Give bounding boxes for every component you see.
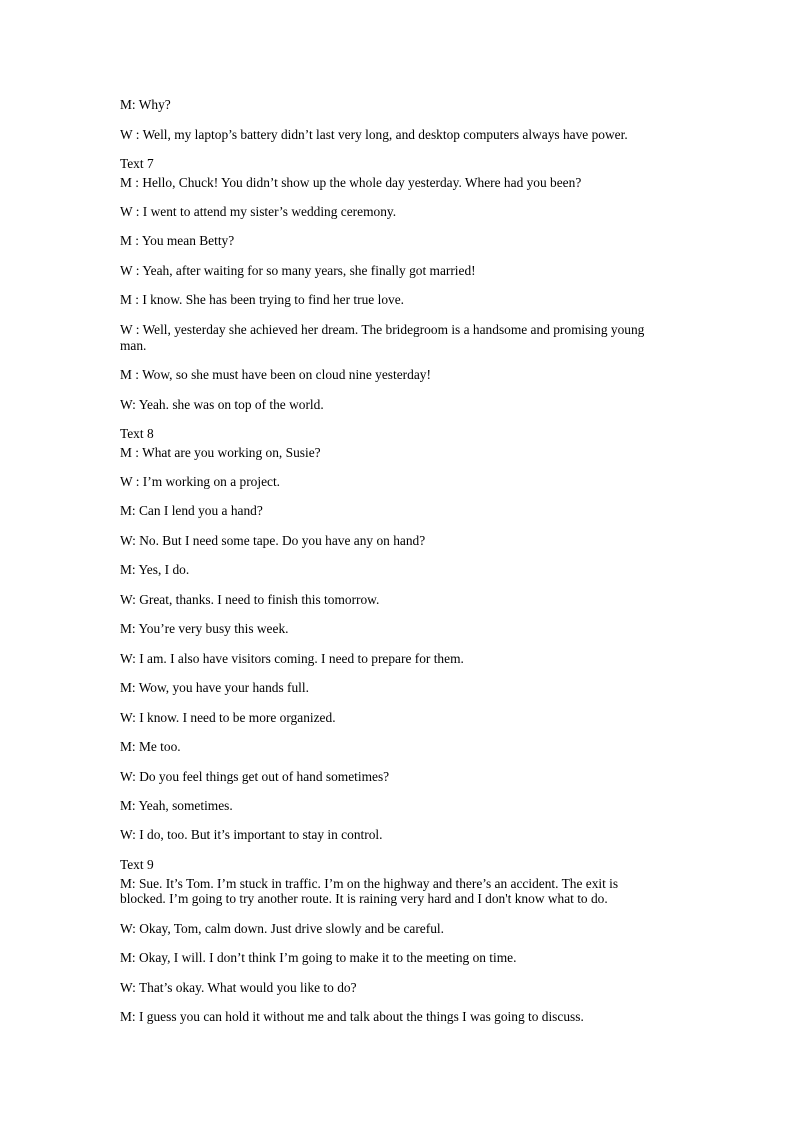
section-heading-text-9: Text 9 — [120, 857, 154, 872]
dialogue-line: W : I’m working on a project. — [120, 474, 281, 489]
dialogue-line: W : Well, my laptop’s battery didn’t last very long, and desktop computers always have power. — [120, 127, 628, 142]
dialogue-line-continued: blocked. I’m going to try another route. It is raining very hard and I don't know what to do. — [120, 891, 608, 906]
dialogue-line-continued: man. — [120, 338, 147, 353]
dialogue-line: M: You’re very busy this week. — [120, 621, 289, 636]
dialogue-line: M: Okay, I will. I don’t think I’m going to make it to the meeting on time. — [120, 950, 517, 965]
dialogue-line: M: Sue. It’s Tom. I’m stuck in traffic. I’m on the highway and there’s an accident. The exit is — [120, 876, 619, 891]
dialogue-line: W: Okay, Tom, calm down. Just drive slowly and be careful. — [120, 921, 444, 936]
dialogue-line: M: Can I lend you a hand? — [120, 503, 263, 518]
dialogue-line: W: I know. I need to be more organized. — [120, 710, 336, 725]
dialogue-line: M: Yeah, sometimes. — [120, 798, 233, 813]
dialogue-line: W: That’s okay. What would you like to do? — [120, 980, 357, 995]
dialogue-line: M : You mean Betty? — [120, 233, 235, 248]
dialogue-line: W: No. But I need some tape. Do you have any on hand? — [120, 533, 426, 548]
dialogue-line: M: Why? — [120, 97, 171, 112]
dialogue-line: M : What are you working on, Susie? — [120, 445, 321, 460]
dialogue-line: M: I guess you can hold it without me and talk about the things I was going to discuss. — [120, 1009, 584, 1024]
dialogue-line: M : Wow, so she must have been on cloud nine yesterday! — [120, 367, 431, 382]
dialogue-line: M : Hello, Chuck! You didn’t show up the whole day yesterday. Where had you been? — [120, 175, 582, 190]
dialogue-line: W : Yeah, after waiting for so many years, she finally got married! — [120, 263, 476, 278]
dialogue-line: W: Do you feel things get out of hand sometimes? — [120, 769, 390, 784]
section-heading-text-8: Text 8 — [120, 426, 154, 441]
dialogue-line: W : Well, yesterday she achieved her dream. The bridegroom is a handsome and promising young — [120, 322, 645, 337]
dialogue-line: M: Yes, I do. — [120, 562, 190, 577]
dialogue-line: W: I am. I also have visitors coming. I need to prepare for them. — [120, 651, 464, 666]
dialogue-line: M: Wow, you have your hands full. — [120, 680, 309, 695]
dialogue-line: W: Yeah. she was on top of the world. — [120, 397, 324, 412]
dialogue-line: M: Me too. — [120, 739, 181, 754]
section-heading-text-7: Text 7 — [120, 156, 154, 171]
dialogue-line: W : I went to attend my sister’s wedding ceremony. — [120, 204, 397, 219]
dialogue-line: W: I do, too. But it’s important to stay in control. — [120, 827, 383, 842]
dialogue-line: W: Great, thanks. I need to finish this tomorrow. — [120, 592, 380, 607]
dialogue-line: M : I know. She has been trying to find her true love. — [120, 292, 404, 307]
